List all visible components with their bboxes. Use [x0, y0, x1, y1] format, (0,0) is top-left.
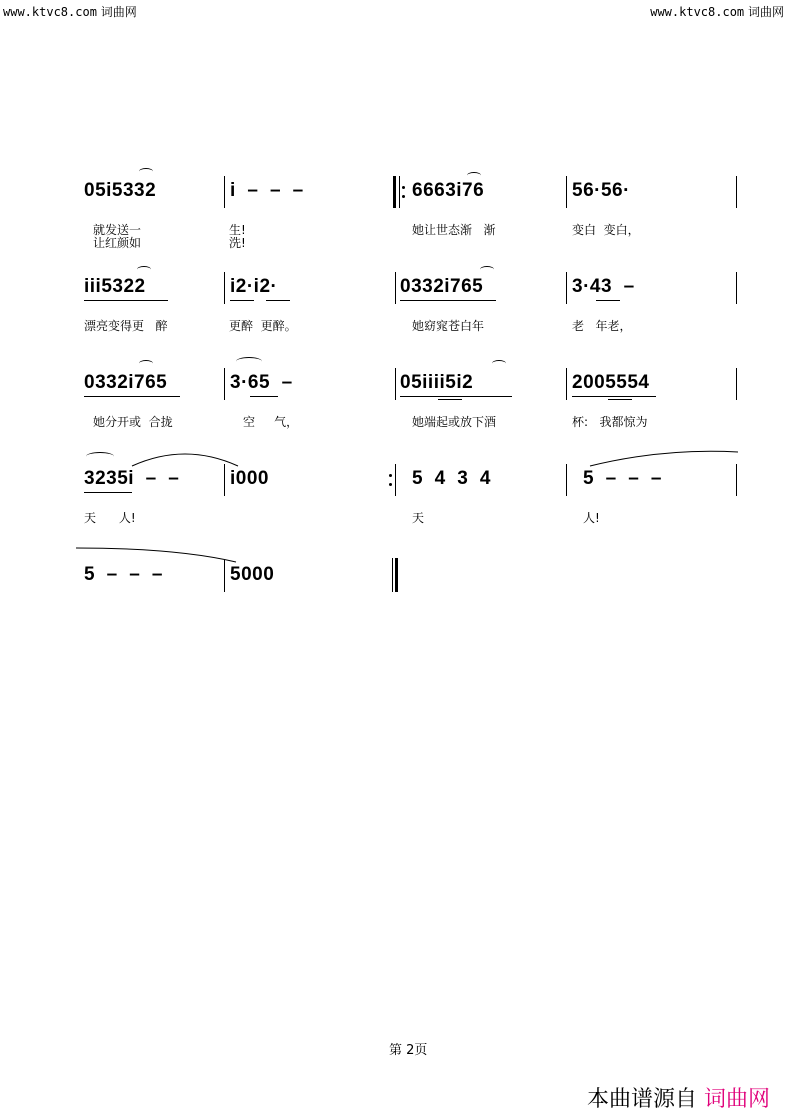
barline: [224, 272, 225, 304]
measure-notes: i – – –: [230, 180, 304, 201]
slur-mark: [139, 168, 153, 175]
barline: [224, 464, 225, 496]
measure-notes: 3·65 –: [230, 372, 293, 393]
header-site-right: [650, 3, 784, 20]
lyric-line: 更醉 更醉。: [229, 319, 297, 333]
slur-mark: [480, 266, 494, 273]
tie-arc: [588, 450, 738, 468]
measure-notes: 5 – – –: [583, 468, 662, 489]
barline: [395, 272, 396, 304]
lyric-line: 她分开或 合拢: [93, 415, 173, 429]
repeat-start-barline: [393, 176, 405, 208]
barline: [395, 368, 396, 400]
lyric-line: 漂亮变得更 醉: [84, 319, 168, 333]
measure-notes: 05iiii5i2: [400, 372, 474, 393]
lyric-line: 她窈窕苍白年: [412, 319, 485, 333]
barline: [736, 368, 737, 400]
measure-notes: 3235i – –: [84, 468, 180, 489]
repeat-end-barline: [389, 464, 401, 496]
measure-notes: i2·i2·: [230, 276, 278, 297]
measure-notes: iii5322: [84, 276, 146, 297]
barline: [736, 464, 737, 496]
measure-notes: 0332i765: [84, 372, 168, 393]
barline: [566, 464, 567, 496]
header-url-left: www.ktvc8.com: [3, 5, 97, 19]
underline-beam: [84, 396, 180, 397]
footer-brand-link[interactable]: 词曲网: [703, 1087, 770, 1112]
measure-notes: 5 4 3 4: [412, 468, 491, 489]
measure-notes: 5000: [230, 564, 275, 585]
slur-mark: [137, 266, 151, 273]
tie-arc: [76, 546, 238, 564]
barline: [566, 368, 567, 400]
measure-notes: 56·56·: [572, 180, 630, 201]
lyric-line: 洗!: [229, 236, 246, 250]
underline-beam: [572, 396, 656, 397]
underline-beam: [400, 396, 512, 397]
lyric-line: 天 人!: [84, 511, 136, 525]
header-site-left: [3, 3, 137, 20]
lyric-line: 天: [412, 511, 425, 525]
slur-mark: [139, 360, 153, 367]
underline-beam: [250, 396, 278, 397]
slur-mark: [236, 357, 262, 366]
header-sitename-left: 词曲网: [100, 5, 137, 19]
measure-notes: 3·43 –: [572, 276, 635, 297]
footer-prefix: 本曲谱源自: [586, 1087, 697, 1112]
barline: [224, 176, 225, 208]
measure-notes: 0332i765: [400, 276, 484, 297]
header-sitename-right: 词曲网: [747, 5, 784, 19]
underline-beam: [438, 399, 462, 400]
barline: [566, 272, 567, 304]
underline-beam: [266, 300, 290, 301]
lyric-line: 就发送一: [93, 223, 142, 237]
underline-beam: [400, 300, 496, 301]
barline: [736, 272, 737, 304]
lyric-line: 老 年老，: [572, 319, 632, 333]
lyric-line: 生!: [229, 223, 246, 237]
measure-notes: 2005554: [572, 372, 650, 393]
page-number: 第 2页: [389, 1043, 428, 1058]
slur-mark: [492, 360, 506, 367]
barline: [566, 176, 567, 208]
lyric-line: 人!: [583, 511, 600, 525]
underline-beam: [84, 492, 132, 493]
underline-beam: [84, 300, 168, 301]
underline-beam: [596, 300, 620, 301]
measure-notes: 6663i76: [412, 180, 485, 201]
barline: [224, 368, 225, 400]
lyric-line: 她端起或放下酒: [412, 415, 497, 429]
footer-credit: [587, 1082, 770, 1113]
slur-mark: [467, 172, 481, 179]
lyric-line: 她让世态渐 渐: [412, 223, 496, 237]
underline-beam: [608, 399, 632, 400]
header-url-right: www.ktvc8.com: [650, 5, 745, 19]
slur-mark: [86, 452, 114, 461]
final-barline: [392, 558, 398, 592]
measure-notes: 5 – – –: [84, 564, 163, 585]
lyric-line: 变白 变白，: [572, 223, 640, 237]
measure-notes: 05i5332: [84, 180, 157, 201]
measure-notes: i000: [230, 468, 269, 489]
lyric-line: 让红颜如: [93, 236, 142, 250]
lyric-line: 杯: 我都惊为: [572, 415, 648, 429]
underline-beam: [230, 300, 254, 301]
barline: [224, 560, 225, 592]
lyric-line: 空 气，: [243, 415, 299, 429]
barline: [736, 176, 737, 208]
